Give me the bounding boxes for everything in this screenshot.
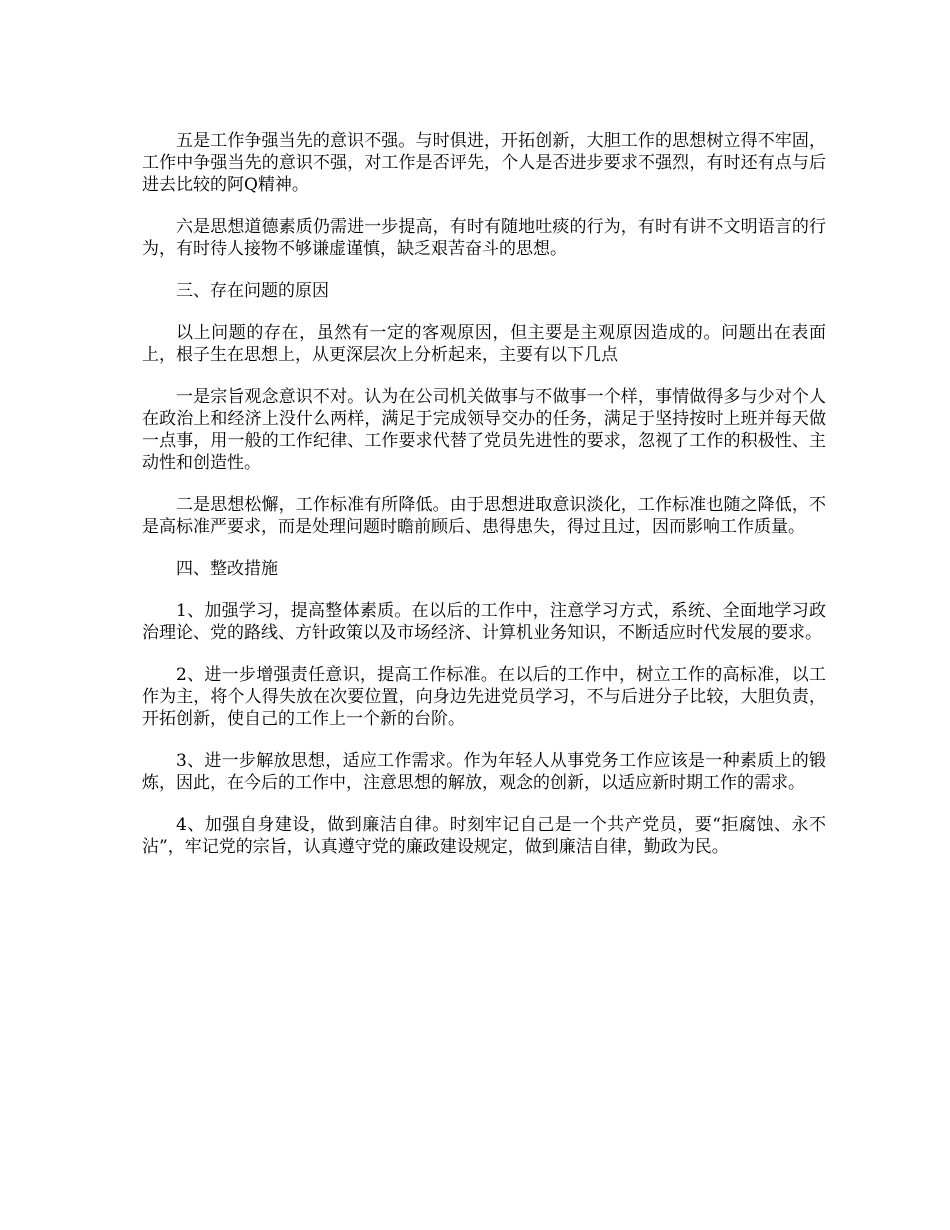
- section-heading-measures: 四、整改措施: [176, 559, 278, 579]
- paragraph-measure-3: 3、进一步解放思想，适应工作需求。作为年轻人从事党务工作应该是一种素质上的锻炼，因此，在今后的工作中，注意思想的解放，观念的创新，以适应新时期工作的需求。: [142, 751, 826, 793]
- paragraph-cause-two: 二是思想松懈，工作标准有所降低。由于思想进取意识淡化，工作标准也随之降低，不是高标准严要求，而是处理问题时瞻前顾后、患得患失，得过且过，因而影响工作质量。: [142, 495, 826, 537]
- paragraph-cause-one: 一是宗旨观念意识不对。认为在公司机关做事与不做事一个样，事情做得多与少对个人在政治上和经济上没什么两样，满足于完成领导交办的任务，满足于坚持按时上班并每天做一点事，用一般的工作纪律、工作要求代替了党员先进性的要求，忽视了工作的积极性、主动性和创造性。: [142, 387, 826, 473]
- paragraph-measure-1: 1、加强学习，提高整体素质。在以后的工作中，注意学习方式，系统、全面地学习政治理论、党的路线、方针政策以及市场经济、计算机业务知识，不断适应时代发展的要求。: [142, 601, 826, 643]
- section-heading-causes: 三、存在问题的原因: [176, 281, 329, 301]
- paragraph-measure-2: 2、进一步增强责任意识，提高工作标准。在以后的工作中，树立工作的高标准，以工作为主，将个人得失放在次要位置，向身边先进党员学习，不与后进分子比较，大胆负责，开拓创新，使自己的工作上一个新的台阶。: [142, 665, 826, 729]
- document-page: [142, 130, 826, 878]
- paragraph-point-five: 五是工作争强当先的意识不强。与时俱进，开拓创新，大胆工作的思想树立得不牢固，工作中争强当先的意识不强，对工作是否评先，个人是否进步要求不强烈，有时还有点与后进去比较的阿Q精神。: [142, 131, 826, 195]
- paragraph-causes-intro: 以上问题的存在，虽然有一定的客观原因，但主要是主观原因造成的。问题出在表面上，根子生在思想上，从更深层次上分析起来，主要有以下几点: [142, 323, 826, 365]
- paragraph-measure-4: 4、加强自身建设，做到廉洁自律。时刻牢记自己是一个共产党员，要“拒腐蚀、永不沾”，牢记党的宗旨，认真遵守党的廉政建设规定，做到廉洁自律，勤政为民。: [142, 815, 826, 857]
- paragraph-point-six: 六是思想道德素质仍需进一步提高，有时有随地吐痰的行为，有时有讲不文明语言的行为，有时待人接物不够谦虚谨慎，缺乏艰苦奋斗的思想。: [142, 217, 826, 259]
